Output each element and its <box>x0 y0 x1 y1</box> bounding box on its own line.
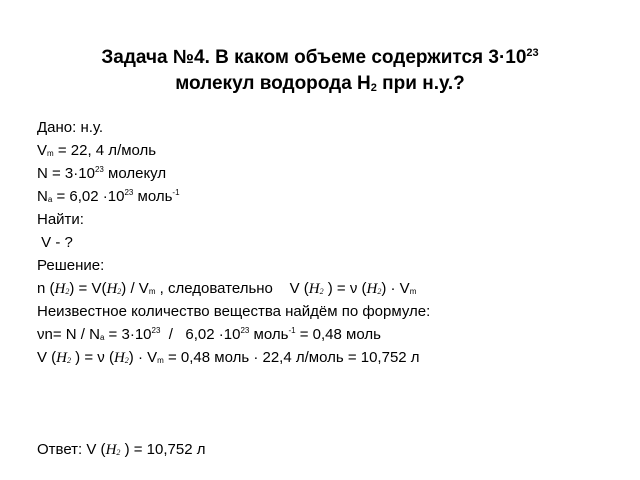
solution-note: Неизвестное количество вещества найдём по формуле: <box>37 303 431 320</box>
spacer <box>37 415 627 438</box>
solution-formula-1: n $(H_2) = V(H_2) / V_m$ , следовательно V ($H_2$ ) = ν $(H_2) \cdot V_m$ <box>37 280 417 297</box>
title-line-1: Задача №4. В каком объеме содержится $3\cdot 10^{23}$ <box>101 47 539 68</box>
spacer <box>37 392 627 415</box>
solution-formula-3: V ($H_2$ ) = ν $(H_2) \cdot V_m = 0,48$ моль · 22,4 л/моль = 10,752 л <box>37 349 420 366</box>
given-label: Дано: н.у. <box>37 119 104 136</box>
solution-label: Решение: <box>37 257 105 274</box>
given-molecule-count: $N = 3\cdot 10^{23}$ молекул <box>37 165 167 182</box>
spacer <box>37 369 627 392</box>
given-molar-volume: $V_m = 22$, 4 л/моль <box>37 142 157 159</box>
find-label: Найти: <box>37 211 84 228</box>
given-avogadro: $N_a = 6,02 \cdot 10^{23}$ моль$^{-1}$ <box>37 188 180 205</box>
problem-body <box>37 116 627 461</box>
problem-title <box>0 40 640 101</box>
find-target: V - ? <box>37 234 73 251</box>
solution-formula-2: $\nu n= N / N_a = 3\cdot 10^{23} / 6,02 \cdot 10^{23}$ моль$^{-1}$ = 0,48 моль <box>37 326 381 343</box>
title-line-2: молекул водорода $Н_2$ при н.у.? <box>175 73 465 94</box>
answer-line: Ответ: V ($H_2$ ) = 10,752 л <box>37 441 206 458</box>
